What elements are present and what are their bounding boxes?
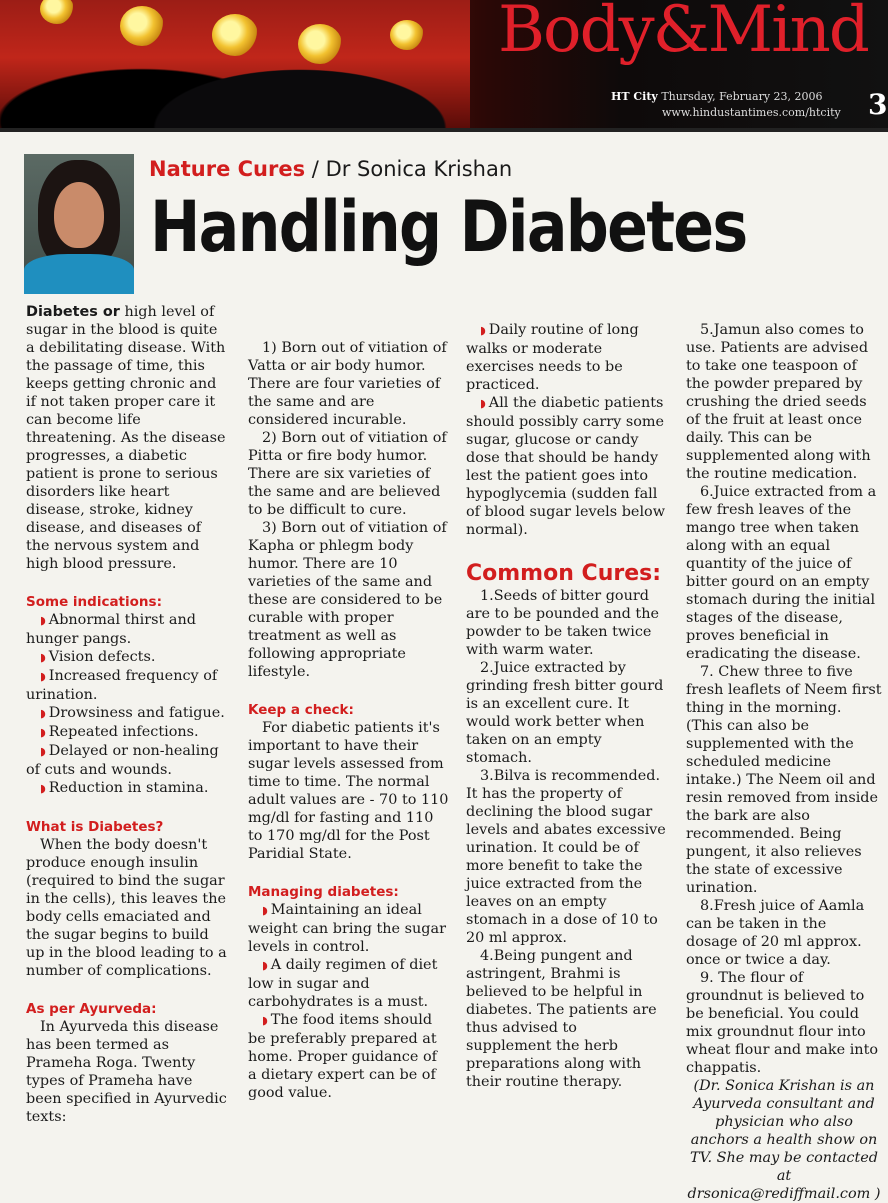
managing-diabetes-heading: Managing diabetes: bbox=[248, 884, 399, 900]
prameha-type: 2) Born out of vitiation of Pitta or fire body humor. There are six varieties of the same and are believed to be difficult to cure. bbox=[248, 430, 447, 518]
cure-item: 7. Chew three to five fresh leaflets of Neem first thing in the morning. (This can also be supplemented with the scheduled medicine intake.) The Neem oil and resin removed from inside the bark are also recommended. Being pungent, it also relieves the state of excessive urination. bbox=[686, 664, 882, 896]
intro-paragraph bbox=[26, 303, 228, 573]
list-item: ◗ Increased frequency of urination. bbox=[26, 668, 218, 703]
author-photo-face bbox=[54, 182, 104, 248]
column-name: Nature Cures bbox=[149, 157, 306, 181]
article-column-4 bbox=[686, 303, 882, 1203]
red-bullet-icon: ◗ bbox=[40, 670, 46, 683]
red-bullet-icon: ◗ bbox=[40, 707, 46, 720]
headline: Handling Diabetes bbox=[150, 186, 747, 268]
byline-separator: / bbox=[311, 157, 319, 181]
indications-heading: Some indications: bbox=[26, 594, 162, 610]
list-item: ◗ Reduction in stamina. bbox=[40, 780, 209, 796]
red-bullet-icon: ◗ bbox=[40, 782, 46, 795]
intro-lead: Diabetes or bbox=[26, 304, 120, 320]
ayurveda-heading: As per Ayurveda: bbox=[26, 1001, 157, 1017]
red-bullet-icon: ◗ bbox=[262, 904, 268, 917]
red-bullet-icon: ◗ bbox=[40, 726, 46, 739]
red-bullet-icon: ◗ bbox=[262, 959, 268, 972]
article-column-1 bbox=[26, 303, 228, 1126]
prameha-type: 3) Born out of vitiation of Kapha or phlegm body humor. There are 10 varieties of the same and these are considered to be curable with proper treatment as well as following appropriate lifestyle. bbox=[248, 520, 447, 680]
masthead-photo-shadow bbox=[130, 60, 470, 128]
red-bullet-icon: ◗ bbox=[262, 1014, 268, 1027]
author-bio: (Dr. Sonica Krishan is an Ayurveda consultant and physician who also anchors a health show on TV. She may be contacted at drsonica@rediffmail.com ) bbox=[687, 1078, 881, 1202]
list-item: ◗ Abnormal thirst and hunger pangs. bbox=[26, 612, 196, 647]
list-item: ◗ The food items should be preferably prepared at home. Proper guidance of a dietary expert can be of good value. bbox=[248, 1012, 437, 1101]
cure-item: 8.Fresh juice of Aamla can be taken in the dosage of 20 ml approx. once or twice a day. bbox=[686, 898, 865, 968]
author-photo-shirt bbox=[24, 254, 134, 294]
cure-item: 2.Juice extracted by grinding fresh bitter gourd is an excellent cure. It would work better when taken on an empty stomach. bbox=[466, 660, 664, 766]
red-bullet-icon: ◗ bbox=[40, 745, 46, 758]
list-item: ◗ Drowsiness and fatigue. bbox=[40, 705, 225, 721]
section-title: Body&Mind bbox=[498, 0, 868, 67]
cure-item: 4.Being pungent and astringent, Brahmi is believed to be helpful in diabetes. The patients are thus advised to supplement the herb preparations along with their routine therapy. bbox=[466, 948, 657, 1090]
common-cures-heading: Common Cures: bbox=[466, 561, 662, 586]
cure-item: 3.Bilva is recommended. It has the property of declining the blood sugar levels and abates excessive urination. It could be of more benefit to take the juice extracted from the leaves on an empty stomach in a dose of 10 to 20 ml approx. bbox=[466, 768, 666, 946]
red-bullet-icon: ◗ bbox=[40, 651, 46, 664]
list-item: ◗ All the diabetic patients should possibly carry some sugar, glucose or candy dose that should be handy lest the patient goes into hypoglycemia (sudden fall of blood sugar levels below normal). bbox=[466, 395, 666, 538]
red-bullet-icon: ◗ bbox=[480, 324, 486, 337]
candle-light-icon bbox=[212, 14, 258, 56]
article-column-2 bbox=[248, 303, 450, 1102]
list-item: ◗ Maintaining an ideal weight can bring the sugar levels in control. bbox=[248, 902, 446, 955]
author-photo bbox=[24, 154, 134, 292]
page-number: 3 bbox=[868, 88, 888, 121]
intro-text: high level of sugar in the blood is quite a debilitating disease. With the passage of time, this keeps getting chronic and if not taken proper care it can become life threatening. As the disease progresses, a diabetic patient is prone to serious disorders like heart disease, stroke, kidney disease, and diseases of the nervous system and high blood pressure. bbox=[26, 304, 226, 572]
article-column-3 bbox=[466, 303, 666, 1091]
byline bbox=[149, 157, 512, 181]
candle-light-icon bbox=[390, 20, 424, 50]
author-name: Dr Sonica Krishan bbox=[325, 157, 513, 181]
list-item: ◗ A daily regimen of diet low in sugar and carbohydrates is a must. bbox=[248, 957, 438, 1010]
date-text: Thursday, February 23, 2006 bbox=[661, 90, 823, 103]
prameha-type: 1) Born out of vitiation of Vatta or air body humor. There are four varieties of the same and are considered incurable. bbox=[248, 340, 447, 428]
candle-light-icon bbox=[120, 6, 164, 46]
masthead-banner bbox=[0, 0, 888, 128]
what-is-diabetes-text: When the body doesn't produce enough insulin (required to bind the sugar in the cells), this leaves the body cells emaciated and the sugar begins to build up in the blood leading to a number of complications. bbox=[26, 837, 227, 979]
list-item: ◗ Daily routine of long walks or moderate exercises needs to be practiced. bbox=[466, 322, 639, 393]
cure-item: 5.Jamun also comes to use. Patients are advised to take one teaspoon of the powder prepared by crushing the dried seeds of the fruit at least once daily. This can be supplemented along with the routine medication. bbox=[686, 322, 871, 482]
list-item: ◗ Repeated infections. bbox=[40, 724, 199, 740]
keep-a-check-text: For diabetic patients it's important to have their sugar levels assessed from time to time. The normal adult values are - 70 to 110 mg/dl for fasting and 110 to 170 mg/dl for the Post Paridial State. bbox=[248, 720, 449, 862]
cure-item: 6.Juice extracted from a few fresh leaves of the mango tree when taken along with an equal quantity of the juice of bitter gourd on an empty stomach during the initial stages of the disease, proves beneficial in eradicating the disease. bbox=[686, 484, 877, 662]
masthead-rule bbox=[0, 128, 888, 132]
keep-a-check-heading: Keep a check: bbox=[248, 702, 354, 718]
candle-light-icon bbox=[298, 24, 342, 64]
red-bullet-icon: ◗ bbox=[40, 614, 46, 627]
list-item: ◗ Vision defects. bbox=[40, 649, 156, 665]
red-bullet-icon: ◗ bbox=[480, 397, 486, 410]
cure-item: 1.Seeds of bitter gourd are to be pounded and the powder to be taken twice with warm water. bbox=[466, 588, 660, 658]
what-is-diabetes-heading: What is Diabetes? bbox=[26, 819, 164, 835]
dateline bbox=[611, 90, 823, 103]
ayurveda-text: In Ayurveda this disease has been termed as Prameha Roga. Twenty types of Prameha have been specified in Ayurvedic texts: bbox=[26, 1019, 227, 1125]
brand-name: HT City bbox=[611, 90, 658, 103]
list-item: ◗ Delayed or non-healing of cuts and wounds. bbox=[26, 743, 219, 778]
cure-item: 9. The flour of groundnut is believed to be beneficial. You could mix groundnut flour into wheat flour and make into chappatis. bbox=[686, 970, 879, 1076]
site-url: www.hindustantimes.com/htcity bbox=[662, 106, 841, 119]
